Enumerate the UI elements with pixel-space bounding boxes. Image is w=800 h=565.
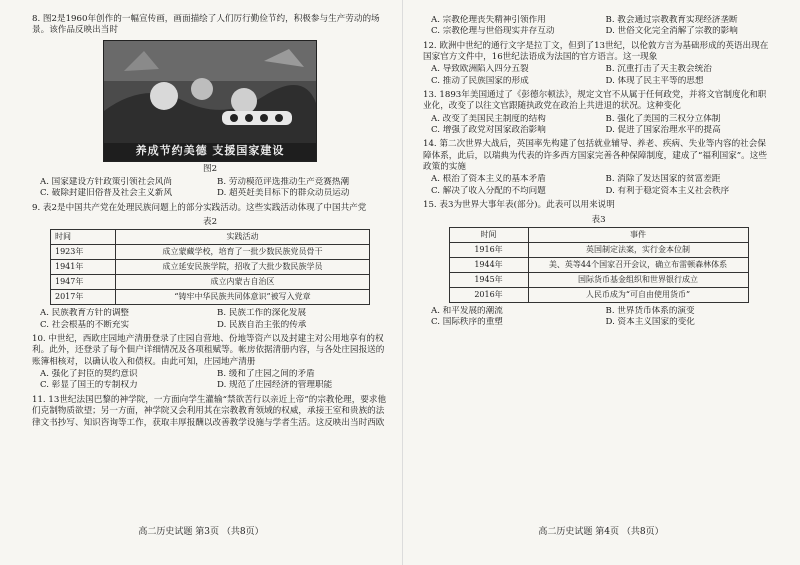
table-cell-event: 成立内蒙古自治区 xyxy=(116,275,370,290)
poster-illustration xyxy=(104,41,316,161)
table-cell-year: 2017年 xyxy=(51,290,116,305)
table-row xyxy=(51,290,370,305)
table-header-activity: 实践活动 xyxy=(116,230,370,245)
table-cell-year: 1941年 xyxy=(51,260,116,275)
option-d[interactable]: D. 促进了国家治理水平的提高 xyxy=(605,125,721,136)
option-d[interactable]: D. 超英赶美目标下的群众动员运动 xyxy=(217,188,350,199)
table-cell-year: 1944年 xyxy=(449,257,528,272)
option-b[interactable]: B. 沉重打击了天主教会统治 xyxy=(605,64,712,75)
option-a[interactable]: A. 民族教育方针的调整 xyxy=(40,308,130,319)
table-3 xyxy=(449,227,749,303)
table-cell-year: 1947年 xyxy=(51,275,116,290)
table-cell-event: 成立蒙藏学校，培育了一批少数民族党员骨干 xyxy=(116,245,370,260)
question-13-options xyxy=(431,114,774,137)
table-cell-year: 1916年 xyxy=(449,242,528,257)
option-d[interactable]: D. 民族自治主张的传承 xyxy=(217,319,307,330)
option-c[interactable]: C. 彰显了国王的专制权力 xyxy=(40,380,138,391)
option-a[interactable]: A. 导致欧洲陷入四分五裂 xyxy=(431,64,529,75)
poster-slogan: 养成节约美德 支援国家建设 xyxy=(135,144,285,158)
question-8-options xyxy=(40,177,388,200)
question-11-options xyxy=(431,15,774,38)
question-14-options xyxy=(431,174,774,197)
option-a[interactable]: A. 强化了封臣的契约意识 xyxy=(40,369,138,380)
table-cell-year: 2016年 xyxy=(449,287,528,302)
question-8-stem: 8. 图2是1960年创作的一幅宣传画，画面描绘了人们厉行勤俭节约，积极参与生产劳动的场景。该作品反映出当时 xyxy=(32,14,380,36)
option-c[interactable]: C. 破除封建旧俗普及社会主义新风 xyxy=(40,188,173,199)
option-a[interactable]: A. 和平发展的潮流 xyxy=(431,305,503,316)
option-c[interactable]: C. 增强了政党对国家政治影响 xyxy=(431,125,546,136)
propaganda-poster-image xyxy=(103,40,317,162)
right-page xyxy=(402,0,800,565)
table-cell-event: 人民币成为“可自由使用货币” xyxy=(528,287,748,302)
table-cell-event: “铸牢中华民族共同体意识”被写入党章 xyxy=(116,290,370,305)
option-a[interactable]: A. 宗教伦理丧失精神引领作用 xyxy=(431,15,546,25)
table-header-row xyxy=(51,230,370,245)
option-c[interactable]: C. 社会根基的不断充实 xyxy=(40,319,130,330)
question-11-stem: 11. 13世纪法国巴黎的神学院，一方面向学生灌输“禁欲苦行以亲近上帝”的宗教伦理，要求他们克制物质欲望；另一方面，神学院又会利用其在宗教教育领域的权威，承接王室和贵族的法律文书抄写、知识咨询等工作，获取丰厚报酬以改善教学设施与学者生活。这反映出当时西欧 xyxy=(32,394,387,428)
option-c[interactable]: C. 推动了民族国家的形成 xyxy=(431,75,529,86)
option-d[interactable]: D. 有利于稳定资本主义社会秩序 xyxy=(605,185,730,196)
table-cell-event: 成立延安民族学院，招收了大批少数民族学员 xyxy=(116,260,370,275)
table-2-caption: 表2 xyxy=(202,217,218,228)
table-cell-event: 国际货币基金组织和世界银行成立 xyxy=(528,272,748,287)
table-header-time: 时间 xyxy=(449,227,528,242)
option-d[interactable]: D. 体现了民主平等的思想 xyxy=(605,75,704,86)
table-row xyxy=(449,257,748,272)
table-cell-event: 英国制定法案，实行金本位制 xyxy=(528,242,748,257)
option-d[interactable]: D. 规范了庄园经济的管理职能 xyxy=(217,380,333,391)
table-row xyxy=(449,272,748,287)
option-b[interactable]: B. 强化了美国的三权分立体制 xyxy=(605,113,721,124)
question-10-stem: 10. 中世纪，西欧庄园地产清册登录了庄园自营地、份地等资产以及封建主对公用地享有的权利。此外，还登录了每个佃户详细情况及各项租赋等。帐房依据清册内容，与各处庄园报送的账簿相核对，以确认收入和债权。由此可知，庄园地产清册 xyxy=(32,334,385,367)
table-row xyxy=(51,260,370,275)
option-b[interactable]: B. 劳动模范评选推动生产竞赛热潮 xyxy=(217,177,350,188)
question-15-options xyxy=(431,306,774,329)
option-a[interactable]: A. 国家建设方针政策引领社会风尚 xyxy=(40,177,172,188)
question-15-stem: 15. 表3为世界大事年表(部分)。此表可以用来说明 xyxy=(423,200,615,211)
question-12-options xyxy=(431,64,774,87)
option-d[interactable]: D. 资本主义国家的变化 xyxy=(605,317,695,328)
question-14-stem: 14. 第二次世界大战后，英国率先构建了包括就业辅导、养老、疾病、失业等内容的社会保障体系，此后，以瑞典为代表的许多西方国家完善各种保障制度，建成了“福利国家”。这些政策的实施 xyxy=(423,139,767,173)
option-b[interactable]: B. 消除了发达国家的贫富差距 xyxy=(605,174,721,185)
table-2 xyxy=(50,229,370,305)
table-header-row xyxy=(449,227,748,242)
option-b[interactable]: B. 缓和了庄园之间的矛盾 xyxy=(217,369,315,380)
table-row xyxy=(449,287,748,302)
option-c[interactable]: C. 国际秩序的重塑 xyxy=(431,317,503,328)
option-a[interactable]: A. 改变了美国民主制度的结构 xyxy=(431,113,546,124)
option-c[interactable]: C. 解决了收入分配的不均问题 xyxy=(431,185,546,196)
table-header-time: 时间 xyxy=(51,230,116,245)
question-9-stem: 9. 表2是中国共产党在处理民族问题上的部分实践活动。这些实践活动体现了中国共产党 xyxy=(32,202,367,213)
table-cell-year: 1923年 xyxy=(51,245,116,260)
option-b[interactable]: B. 民族工作的深化发展 xyxy=(217,308,307,319)
question-9-options xyxy=(40,308,388,331)
option-d[interactable]: D. 世俗文化完全消解了宗教的影响 xyxy=(605,26,738,37)
table-3-caption: 表3 xyxy=(591,214,606,225)
option-a[interactable]: A. 根治了资本主义的基本矛盾 xyxy=(431,174,546,185)
table-cell-event: 美、英等44个国家召开会议，确立布雷顿森林体系 xyxy=(528,257,748,272)
table-row xyxy=(51,275,370,290)
page-3-footer: 高二历史试题 第3页 （共8页） xyxy=(138,527,264,538)
question-13-stem: 13. 1893年美国通过了《彭德尔顿法》，规定文官不从属于任何政党，并将文官制度化和职业化，改变了以往文官跟随执政党在政治上共进退的状况。这种变化 xyxy=(423,90,767,112)
table-header-event: 事件 xyxy=(528,227,748,242)
page-4-footer: 高二历史试题 第4页 （共8页） xyxy=(538,527,664,538)
question-12-stem: 12. 欧洲中世纪的通行文字是拉丁文，但到了13世纪，以伦敦方言为基础形成的英语出现在国家官方文件中，16世纪法语成为法国的官方语言。这一现象 xyxy=(423,40,769,63)
table-row xyxy=(449,242,748,257)
figure-2-caption: 图2 xyxy=(202,163,218,174)
table-cell-year: 1945年 xyxy=(449,272,528,287)
option-c[interactable]: C. 宗教伦理与世俗现实并存互动 xyxy=(431,26,555,37)
table-row xyxy=(51,245,370,260)
option-b[interactable]: B. 教会通过宗教教育实现经济垄断 xyxy=(605,15,738,25)
question-10-options xyxy=(40,369,388,392)
option-b[interactable]: B. 世界货币体系的演变 xyxy=(605,305,695,316)
